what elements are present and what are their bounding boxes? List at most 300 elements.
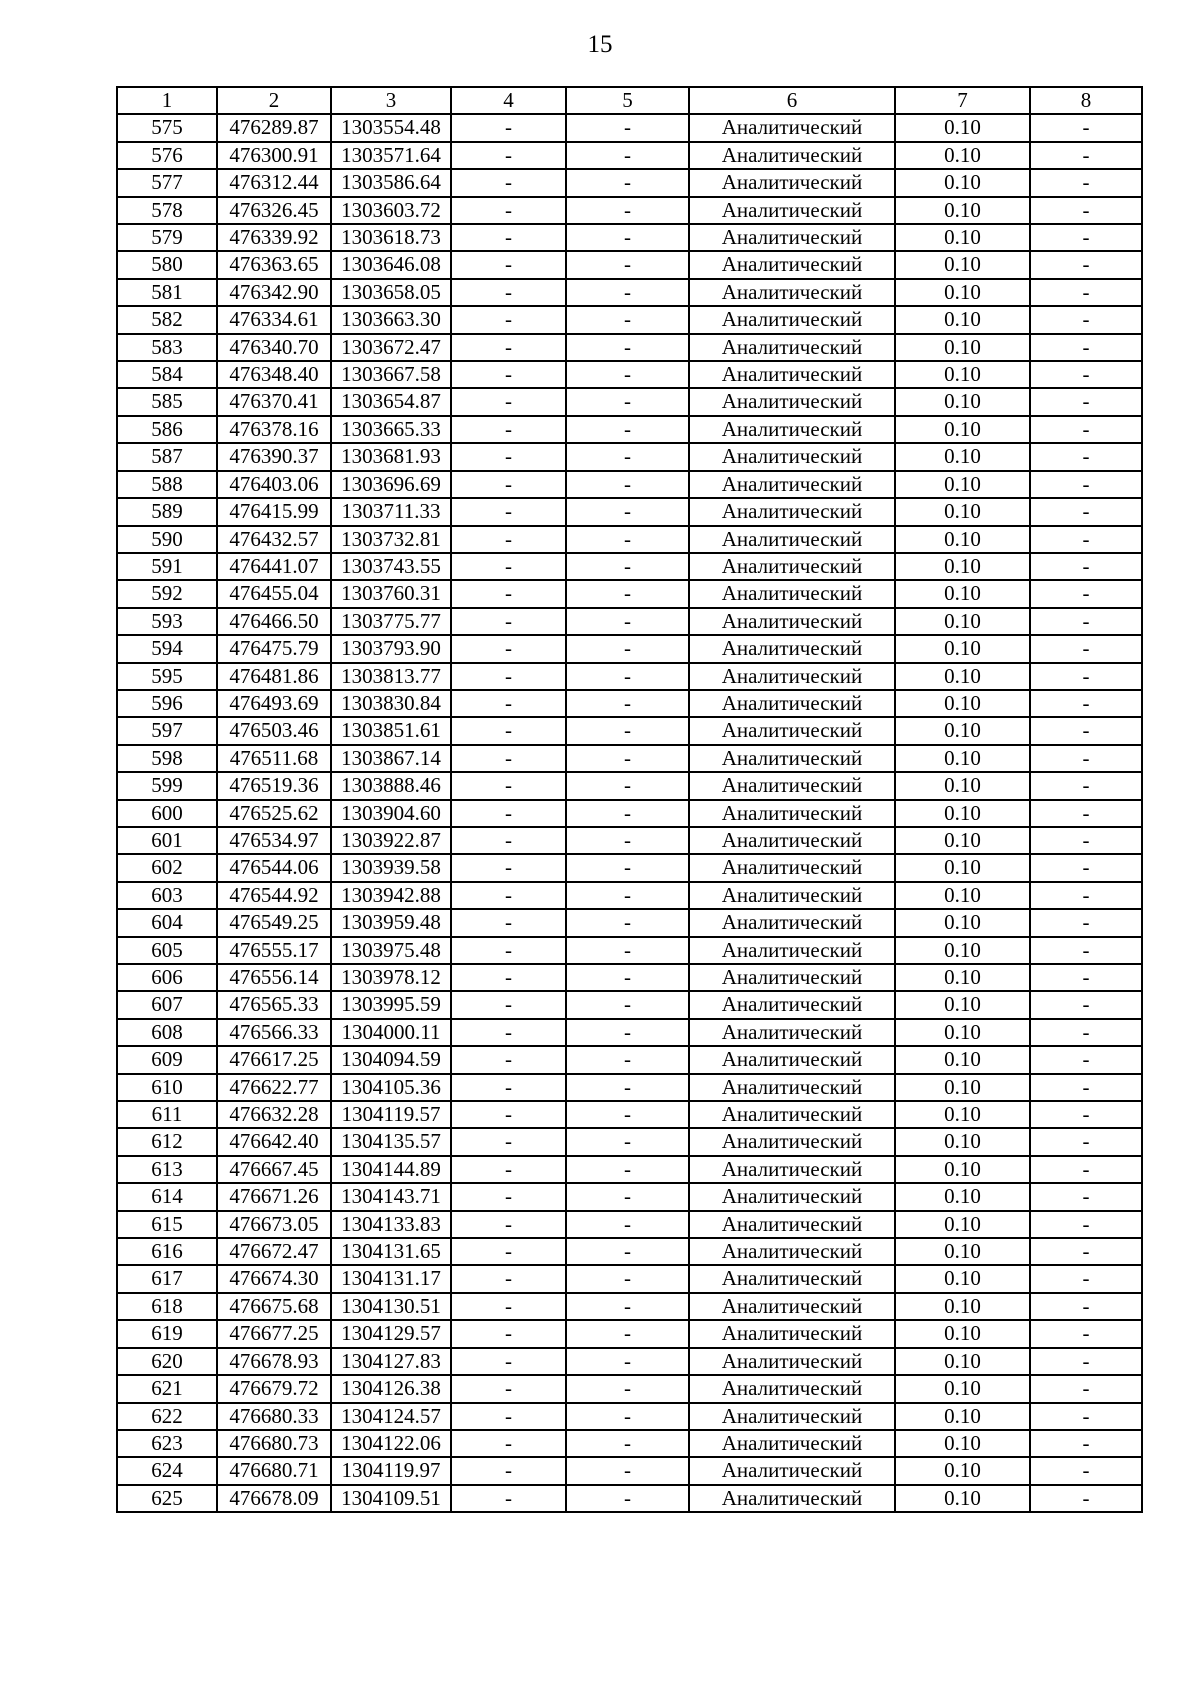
x-coordinate-cell: 476525.62 [217, 800, 331, 827]
accuracy-cell: 0.10 [895, 1348, 1030, 1375]
method-cell: Аналитический [689, 772, 895, 799]
column-8-cell: - [1030, 1238, 1142, 1265]
table-row [117, 1457, 1142, 1484]
y-coordinate-cell: 1304119.57 [331, 1101, 451, 1128]
column-4-cell: - [451, 526, 566, 553]
accuracy-cell: 0.10 [895, 142, 1030, 169]
column-4-cell: - [451, 745, 566, 772]
column-4-cell: - [451, 306, 566, 333]
column-5-cell: - [566, 1074, 689, 1101]
method-cell: Аналитический [689, 1101, 895, 1128]
y-coordinate-cell: 1303975.48 [331, 937, 451, 964]
column-8-cell: - [1030, 553, 1142, 580]
column-header: 8 [1030, 87, 1142, 114]
x-coordinate-cell: 476544.06 [217, 854, 331, 881]
method-cell: Аналитический [689, 1183, 895, 1210]
column-8-cell: - [1030, 1101, 1142, 1128]
method-cell: Аналитический [689, 608, 895, 635]
method-cell: Аналитический [689, 1375, 895, 1402]
y-coordinate-cell: 1304122.06 [331, 1430, 451, 1457]
column-4-cell: - [451, 1457, 566, 1484]
column-8-cell: - [1030, 937, 1142, 964]
column-4-cell: - [451, 1348, 566, 1375]
x-coordinate-cell: 476642.40 [217, 1128, 331, 1155]
table-row [117, 498, 1142, 525]
column-8-cell: - [1030, 1046, 1142, 1073]
column-5-cell: - [566, 388, 689, 415]
column-5-cell: - [566, 1183, 689, 1210]
column-8-cell: - [1030, 1156, 1142, 1183]
column-5-cell: - [566, 663, 689, 690]
accuracy-cell: 0.10 [895, 1183, 1030, 1210]
table-row [117, 169, 1142, 196]
table-header-row [117, 87, 1142, 114]
column-5-cell: - [566, 1211, 689, 1238]
method-cell: Аналитический [689, 416, 895, 443]
accuracy-cell: 0.10 [895, 1320, 1030, 1347]
table-row [117, 1156, 1142, 1183]
x-coordinate-cell: 476511.68 [217, 745, 331, 772]
method-cell: Аналитический [689, 1457, 895, 1484]
x-coordinate-cell: 476678.93 [217, 1348, 331, 1375]
column-4-cell: - [451, 1156, 566, 1183]
table-row [117, 745, 1142, 772]
point-number-cell: 578 [117, 197, 217, 224]
column-4-cell: - [451, 991, 566, 1018]
column-5-cell: - [566, 800, 689, 827]
x-coordinate-cell: 476481.86 [217, 663, 331, 690]
column-8-cell: - [1030, 608, 1142, 635]
accuracy-cell: 0.10 [895, 224, 1030, 251]
column-4-cell: - [451, 635, 566, 662]
column-8-cell: - [1030, 1293, 1142, 1320]
y-coordinate-cell: 1303904.60 [331, 800, 451, 827]
column-4-cell: - [451, 169, 566, 196]
y-coordinate-cell: 1303793.90 [331, 635, 451, 662]
table-row [117, 1101, 1142, 1128]
column-4-cell: - [451, 882, 566, 909]
column-4-cell: - [451, 1046, 566, 1073]
y-coordinate-cell: 1303922.87 [331, 827, 451, 854]
column-5-cell: - [566, 1403, 689, 1430]
column-5-cell: - [566, 553, 689, 580]
x-coordinate-cell: 476534.97 [217, 827, 331, 854]
table-row [117, 388, 1142, 415]
column-4-cell: - [451, 498, 566, 525]
column-5-cell: - [566, 1293, 689, 1320]
method-cell: Аналитический [689, 800, 895, 827]
method-cell: Аналитический [689, 1293, 895, 1320]
accuracy-cell: 0.10 [895, 416, 1030, 443]
column-header: 2 [217, 87, 331, 114]
table-row [117, 471, 1142, 498]
column-5-cell: - [566, 580, 689, 607]
x-coordinate-cell: 476556.14 [217, 964, 331, 991]
point-number-cell: 614 [117, 1183, 217, 1210]
point-number-cell: 610 [117, 1074, 217, 1101]
point-number-cell: 615 [117, 1211, 217, 1238]
y-coordinate-cell: 1303743.55 [331, 553, 451, 580]
table-row [117, 1293, 1142, 1320]
method-cell: Аналитический [689, 1156, 895, 1183]
x-coordinate-cell: 476390.37 [217, 443, 331, 470]
y-coordinate-cell: 1303658.05 [331, 279, 451, 306]
accuracy-cell: 0.10 [895, 1019, 1030, 1046]
accuracy-cell: 0.10 [895, 279, 1030, 306]
y-coordinate-cell: 1304131.17 [331, 1265, 451, 1292]
point-number-cell: 612 [117, 1128, 217, 1155]
method-cell: Аналитический [689, 553, 895, 580]
table-row [117, 279, 1142, 306]
accuracy-cell: 0.10 [895, 498, 1030, 525]
column-5-cell: - [566, 608, 689, 635]
method-cell: Аналитический [689, 279, 895, 306]
x-coordinate-cell: 476378.16 [217, 416, 331, 443]
point-number-cell: 577 [117, 169, 217, 196]
accuracy-cell: 0.10 [895, 1211, 1030, 1238]
column-4-cell: - [451, 1101, 566, 1128]
column-8-cell: - [1030, 1320, 1142, 1347]
column-5-cell: - [566, 224, 689, 251]
column-4-cell: - [451, 279, 566, 306]
method-cell: Аналитический [689, 1211, 895, 1238]
table-row [117, 1183, 1142, 1210]
column-4-cell: - [451, 1485, 566, 1512]
method-cell: Аналитический [689, 1265, 895, 1292]
y-coordinate-cell: 1304000.11 [331, 1019, 451, 1046]
x-coordinate-cell: 476403.06 [217, 471, 331, 498]
column-8-cell: - [1030, 142, 1142, 169]
point-number-cell: 609 [117, 1046, 217, 1073]
accuracy-cell: 0.10 [895, 169, 1030, 196]
column-5-cell: - [566, 142, 689, 169]
column-5-cell: - [566, 498, 689, 525]
column-8-cell: - [1030, 471, 1142, 498]
column-8-cell: - [1030, 526, 1142, 553]
column-5-cell: - [566, 745, 689, 772]
column-8-cell: - [1030, 1183, 1142, 1210]
column-8-cell: - [1030, 361, 1142, 388]
x-coordinate-cell: 476679.72 [217, 1375, 331, 1402]
method-cell: Аналитический [689, 1074, 895, 1101]
method-cell: Аналитический [689, 690, 895, 717]
point-number-cell: 598 [117, 745, 217, 772]
method-cell: Аналитический [689, 1238, 895, 1265]
table-row [117, 854, 1142, 881]
column-5-cell: - [566, 197, 689, 224]
column-5-cell: - [566, 1265, 689, 1292]
column-5-cell: - [566, 635, 689, 662]
x-coordinate-cell: 476455.04 [217, 580, 331, 607]
point-number-cell: 586 [117, 416, 217, 443]
accuracy-cell: 0.10 [895, 580, 1030, 607]
y-coordinate-cell: 1303995.59 [331, 991, 451, 1018]
y-coordinate-cell: 1303942.88 [331, 882, 451, 909]
table-row [117, 1485, 1142, 1512]
method-cell: Аналитический [689, 745, 895, 772]
x-coordinate-cell: 476617.25 [217, 1046, 331, 1073]
point-number-cell: 613 [117, 1156, 217, 1183]
column-8-cell: - [1030, 800, 1142, 827]
column-5-cell: - [566, 334, 689, 361]
method-cell: Аналитический [689, 1430, 895, 1457]
point-number-cell: 623 [117, 1430, 217, 1457]
accuracy-cell: 0.10 [895, 361, 1030, 388]
y-coordinate-cell: 1303760.31 [331, 580, 451, 607]
x-coordinate-cell: 476565.33 [217, 991, 331, 1018]
table-row [117, 306, 1142, 333]
column-8-cell: - [1030, 334, 1142, 361]
table-row [117, 909, 1142, 936]
column-8-cell: - [1030, 306, 1142, 333]
y-coordinate-cell: 1303888.46 [331, 772, 451, 799]
accuracy-cell: 0.10 [895, 334, 1030, 361]
column-5-cell: - [566, 1046, 689, 1073]
point-number-cell: 581 [117, 279, 217, 306]
column-8-cell: - [1030, 416, 1142, 443]
point-number-cell: 611 [117, 1101, 217, 1128]
y-coordinate-cell: 1303665.33 [331, 416, 451, 443]
table-row [117, 1074, 1142, 1101]
point-number-cell: 587 [117, 443, 217, 470]
y-coordinate-cell: 1304129.57 [331, 1320, 451, 1347]
column-5-cell: - [566, 772, 689, 799]
accuracy-cell: 0.10 [895, 251, 1030, 278]
column-8-cell: - [1030, 1375, 1142, 1402]
column-8-cell: - [1030, 882, 1142, 909]
x-coordinate-cell: 476300.91 [217, 142, 331, 169]
method-cell: Аналитический [689, 361, 895, 388]
column-8-cell: - [1030, 169, 1142, 196]
point-number-cell: 607 [117, 991, 217, 1018]
table-row [117, 608, 1142, 635]
page-number: 15 [587, 31, 613, 58]
x-coordinate-cell: 476675.68 [217, 1293, 331, 1320]
y-coordinate-cell: 1304094.59 [331, 1046, 451, 1073]
x-coordinate-cell: 476680.33 [217, 1403, 331, 1430]
method-cell: Аналитический [689, 1403, 895, 1430]
y-coordinate-cell: 1303830.84 [331, 690, 451, 717]
y-coordinate-cell: 1304119.97 [331, 1457, 451, 1484]
accuracy-cell: 0.10 [895, 854, 1030, 881]
x-coordinate-cell: 476466.50 [217, 608, 331, 635]
table-row [117, 882, 1142, 909]
column-8-cell: - [1030, 1485, 1142, 1512]
x-coordinate-cell: 476680.73 [217, 1430, 331, 1457]
method-cell: Аналитический [689, 964, 895, 991]
column-4-cell: - [451, 854, 566, 881]
method-cell: Аналитический [689, 306, 895, 333]
table-row [117, 251, 1142, 278]
column-4-cell: - [451, 964, 566, 991]
column-header: 7 [895, 87, 1030, 114]
point-number-cell: 592 [117, 580, 217, 607]
x-coordinate-cell: 476566.33 [217, 1019, 331, 1046]
column-5-cell: - [566, 690, 689, 717]
method-cell: Аналитический [689, 854, 895, 881]
point-number-cell: 597 [117, 717, 217, 744]
point-number-cell: 620 [117, 1348, 217, 1375]
point-number-cell: 580 [117, 251, 217, 278]
table-row [117, 334, 1142, 361]
x-coordinate-cell: 476342.90 [217, 279, 331, 306]
column-5-cell: - [566, 1457, 689, 1484]
accuracy-cell: 0.10 [895, 745, 1030, 772]
table-row [117, 1320, 1142, 1347]
accuracy-cell: 0.10 [895, 635, 1030, 662]
column-8-cell: - [1030, 1348, 1142, 1375]
point-number-cell: 585 [117, 388, 217, 415]
table-row [117, 361, 1142, 388]
y-coordinate-cell: 1303672.47 [331, 334, 451, 361]
point-number-cell: 604 [117, 909, 217, 936]
column-8-cell: - [1030, 1265, 1142, 1292]
table-row [117, 224, 1142, 251]
x-coordinate-cell: 476680.71 [217, 1457, 331, 1484]
column-8-cell: - [1030, 1074, 1142, 1101]
column-5-cell: - [566, 279, 689, 306]
column-8-cell: - [1030, 1457, 1142, 1484]
table-row [117, 142, 1142, 169]
column-8-cell: - [1030, 1430, 1142, 1457]
method-cell: Аналитический [689, 197, 895, 224]
table-row [117, 1430, 1142, 1457]
y-coordinate-cell: 1303654.87 [331, 388, 451, 415]
y-coordinate-cell: 1303554.48 [331, 114, 451, 141]
y-coordinate-cell: 1304127.83 [331, 1348, 451, 1375]
column-8-cell: - [1030, 745, 1142, 772]
column-8-cell: - [1030, 690, 1142, 717]
column-5-cell: - [566, 251, 689, 278]
column-header: 4 [451, 87, 566, 114]
y-coordinate-cell: 1303618.73 [331, 224, 451, 251]
column-4-cell: - [451, 388, 566, 415]
y-coordinate-cell: 1303851.61 [331, 717, 451, 744]
table-row [117, 1019, 1142, 1046]
x-coordinate-cell: 476370.41 [217, 388, 331, 415]
y-coordinate-cell: 1303663.30 [331, 306, 451, 333]
accuracy-cell: 0.10 [895, 772, 1030, 799]
x-coordinate-cell: 476674.30 [217, 1265, 331, 1292]
table-row [117, 717, 1142, 744]
table-row [117, 663, 1142, 690]
y-coordinate-cell: 1303813.77 [331, 663, 451, 690]
x-coordinate-cell: 476312.44 [217, 169, 331, 196]
column-5-cell: - [566, 1348, 689, 1375]
point-number-cell: 593 [117, 608, 217, 635]
method-cell: Аналитический [689, 142, 895, 169]
accuracy-cell: 0.10 [895, 471, 1030, 498]
column-8-cell: - [1030, 443, 1142, 470]
y-coordinate-cell: 1303959.48 [331, 909, 451, 936]
accuracy-cell: 0.10 [895, 827, 1030, 854]
column-8-cell: - [1030, 827, 1142, 854]
x-coordinate-cell: 476632.28 [217, 1101, 331, 1128]
accuracy-cell: 0.10 [895, 388, 1030, 415]
y-coordinate-cell: 1303696.69 [331, 471, 451, 498]
column-8-cell: - [1030, 388, 1142, 415]
accuracy-cell: 0.10 [895, 443, 1030, 470]
point-number-cell: 621 [117, 1375, 217, 1402]
table-row [117, 991, 1142, 1018]
y-coordinate-cell: 1303867.14 [331, 745, 451, 772]
point-number-cell: 608 [117, 1019, 217, 1046]
method-cell: Аналитический [689, 580, 895, 607]
point-number-cell: 584 [117, 361, 217, 388]
column-header: 1 [117, 87, 217, 114]
column-8-cell: - [1030, 964, 1142, 991]
point-number-cell: 616 [117, 1238, 217, 1265]
accuracy-cell: 0.10 [895, 663, 1030, 690]
x-coordinate-cell: 476475.79 [217, 635, 331, 662]
column-8-cell: - [1030, 1211, 1142, 1238]
table-row [117, 1265, 1142, 1292]
point-number-cell: 579 [117, 224, 217, 251]
accuracy-cell: 0.10 [895, 717, 1030, 744]
column-5-cell: - [566, 169, 689, 196]
column-4-cell: - [451, 827, 566, 854]
y-coordinate-cell: 1303681.93 [331, 443, 451, 470]
column-4-cell: - [451, 608, 566, 635]
y-coordinate-cell: 1304143.71 [331, 1183, 451, 1210]
x-coordinate-cell: 476673.05 [217, 1211, 331, 1238]
point-number-cell: 583 [117, 334, 217, 361]
accuracy-cell: 0.10 [895, 1265, 1030, 1292]
x-coordinate-cell: 476339.92 [217, 224, 331, 251]
column-4-cell: - [451, 251, 566, 278]
column-4-cell: - [451, 1403, 566, 1430]
accuracy-cell: 0.10 [895, 197, 1030, 224]
table-row [117, 937, 1142, 964]
column-4-cell: - [451, 1019, 566, 1046]
method-cell: Аналитический [689, 717, 895, 744]
point-number-cell: 603 [117, 882, 217, 909]
point-number-cell: 594 [117, 635, 217, 662]
column-8-cell: - [1030, 580, 1142, 607]
column-5-cell: - [566, 964, 689, 991]
y-coordinate-cell: 1304124.57 [331, 1403, 451, 1430]
x-coordinate-cell: 476678.09 [217, 1485, 331, 1512]
accuracy-cell: 0.10 [895, 937, 1030, 964]
column-4-cell: - [451, 800, 566, 827]
method-cell: Аналитический [689, 471, 895, 498]
x-coordinate-cell: 476622.77 [217, 1074, 331, 1101]
column-8-cell: - [1030, 279, 1142, 306]
x-coordinate-cell: 476289.87 [217, 114, 331, 141]
point-number-cell: 590 [117, 526, 217, 553]
y-coordinate-cell: 1304126.38 [331, 1375, 451, 1402]
column-5-cell: - [566, 1485, 689, 1512]
column-8-cell: - [1030, 772, 1142, 799]
accuracy-cell: 0.10 [895, 1101, 1030, 1128]
y-coordinate-cell: 1303711.33 [331, 498, 451, 525]
column-4-cell: - [451, 471, 566, 498]
column-8-cell: - [1030, 224, 1142, 251]
point-number-cell: 602 [117, 854, 217, 881]
column-4-cell: - [451, 1128, 566, 1155]
column-4-cell: - [451, 114, 566, 141]
column-4-cell: - [451, 1265, 566, 1292]
x-coordinate-cell: 476326.45 [217, 197, 331, 224]
column-4-cell: - [451, 416, 566, 443]
accuracy-cell: 0.10 [895, 1046, 1030, 1073]
accuracy-cell: 0.10 [895, 553, 1030, 580]
column-8-cell: - [1030, 663, 1142, 690]
point-number-cell: 599 [117, 772, 217, 799]
accuracy-cell: 0.10 [895, 964, 1030, 991]
accuracy-cell: 0.10 [895, 1485, 1030, 1512]
column-4-cell: - [451, 443, 566, 470]
